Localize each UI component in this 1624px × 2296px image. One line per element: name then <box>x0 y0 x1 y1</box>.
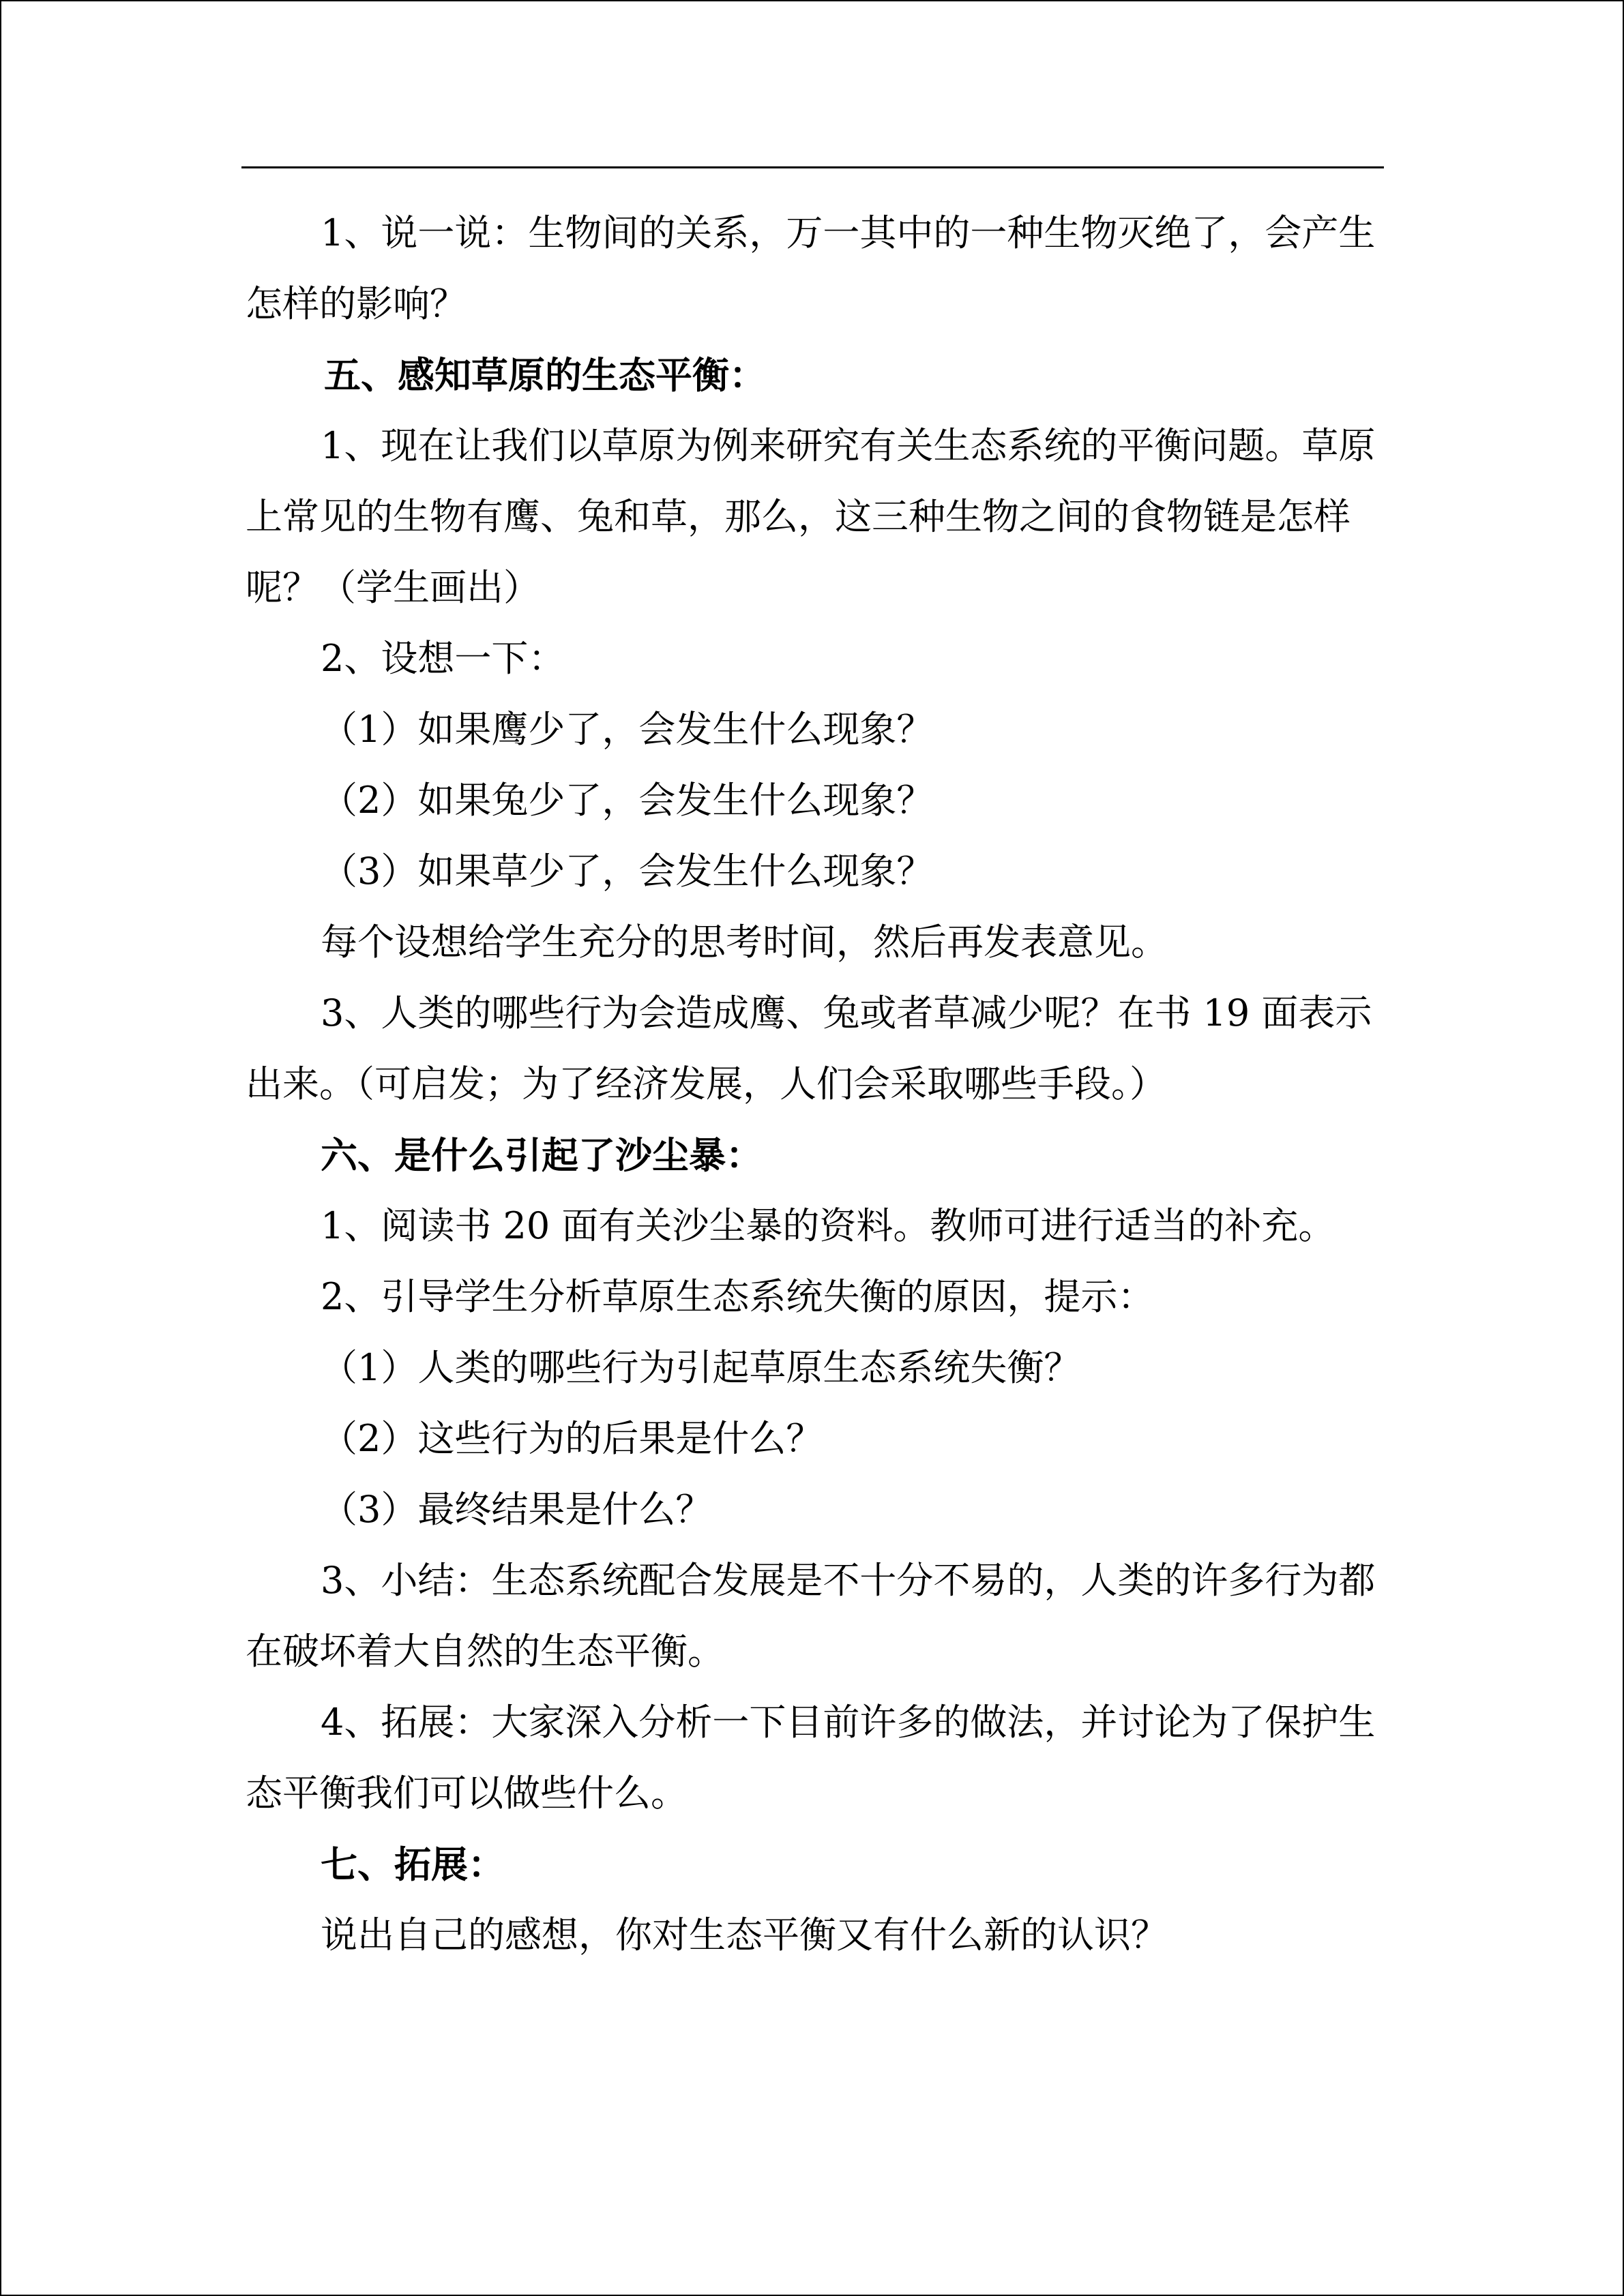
paragraph-grassland-food-chain: 1、现在让我们以草原为例来研究有关生态系统的平衡问题。草原上常见的生物有鹰、兔和草，那么，这三种生物之间的食物链是怎样呢？（学生画出） <box>246 424 1376 609</box>
list-item-final-result: （3）最终结果是什么？ <box>321 1488 713 1531</box>
paragraph-reflection: 说出自己的感想，你对生态平衡又有什么新的认识？ <box>321 1913 1168 1956</box>
list-item-behaviors: （1）人类的哪些行为引起草原生态系统失衡？ <box>321 1346 1081 1389</box>
paragraph-summary: 3、小结：生态系统配合发展是不十分不易的，人类的许多行为都在破坏着大自然的生态平衡。 <box>246 1559 1376 1673</box>
section-heading-7: 七、拓展： <box>321 1843 505 1886</box>
paragraph-extension: 4、拓展：大家深入分析一下目前许多的做法，并讨论为了保护生态平衡我们可以做些什么。 <box>246 1701 1376 1815</box>
list-item-grass: （3）如果草少了，会发生什么现象？ <box>321 850 934 893</box>
list-item-consequences: （2）这些行为的后果是什么？ <box>321 1417 823 1460</box>
section-heading-5: 五、感知草原的生态平衡： <box>324 353 766 397</box>
paragraph-human-behavior: 3、人类的哪些行为会造成鹰、兔或者草减少呢？在书 19 面表示出来。（可启发；为了经济发展，人们会采取哪些手段。） <box>246 992 1372 1105</box>
list-item-rabbit: （2）如果兔少了，会发生什么现象？ <box>321 779 934 822</box>
list-item-eagle: （1）如果鹰少了，会发生什么现象？ <box>321 708 934 751</box>
section-heading-6: 六、是什么引起了沙尘暴： <box>321 1133 763 1177</box>
paragraph-read-material: 1、阅读书 20 面有关沙尘暴的资料。教师可进行适当的补充。 <box>321 1204 1335 1247</box>
paragraph-discuss-relations: 1、说一说：生物间的关系，万一其中的一种生物灭绝了，会产生怎样的影响？ <box>246 211 1376 325</box>
paragraph-thinking-time: 每个设想给学生充分的思考时间，然后再发表意见。 <box>321 921 1168 964</box>
paragraph-imagine: 2、设想一下： <box>321 637 565 680</box>
header-rule <box>241 166 1384 168</box>
document-body <box>246 198 1378 1971</box>
paragraph-guide-analysis: 2、引导学生分析草原生态系统失衡的原因，提示： <box>321 1275 1155 1318</box>
